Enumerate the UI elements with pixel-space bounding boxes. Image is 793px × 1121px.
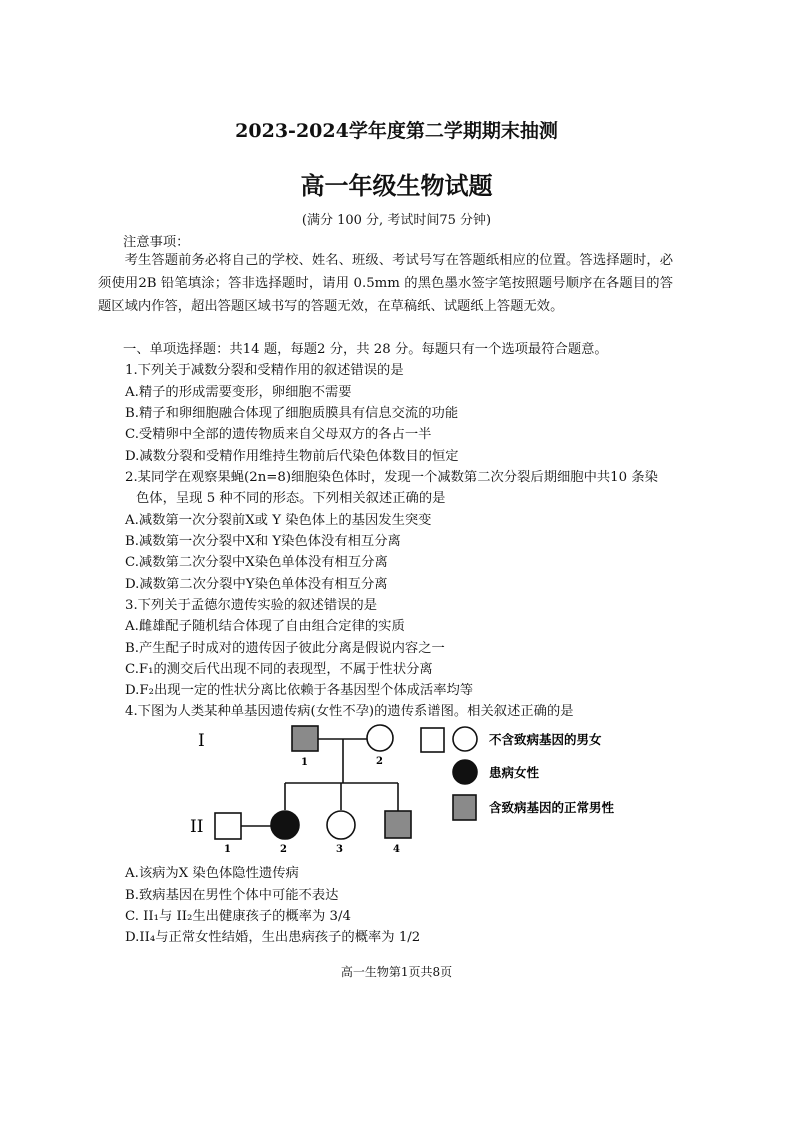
question-3-option-a: A.雌雄配子随机结合体现了自由组合定律的实质 bbox=[125, 619, 405, 634]
pedigree-ii4-carrier-male bbox=[385, 811, 411, 838]
question-2-stem-line2: 色体，呈现 5 种不同的形态。下列相关叙述正确的是 bbox=[136, 491, 446, 506]
question-4-stem: 4.下图为人类某种单基因遗传病(女性不孕)的遗传系谱图。相关叙述正确的是 bbox=[125, 704, 574, 719]
question-2-option-c: C.减数第二次分裂中X染色单体没有相互分离 bbox=[125, 555, 388, 570]
question-1-option-a: A.精子的形成需要变形，卵细胞不需要 bbox=[125, 385, 352, 400]
exam-title-line1: 2023-2024学年度第二学期期末抽测 bbox=[235, 120, 558, 142]
legend-normal-male-symbol bbox=[421, 728, 444, 752]
question-1-option-c: C.受精卵中全部的遗传物质来自父母双方的各占一半 bbox=[125, 427, 432, 442]
page-footer: 高一生物第1页共8页 bbox=[340, 965, 453, 979]
section-heading: 一、单项选择题：共14 题，每题2 分，共 28 分。每题只有一个选项最符合题意。 bbox=[123, 342, 608, 357]
pedigree-i1-carrier-male bbox=[292, 726, 318, 751]
pedigree-ii3-normal-female bbox=[327, 811, 355, 839]
generation-label-ii: II bbox=[190, 817, 204, 837]
pedigree-ii1-normal-male bbox=[215, 813, 241, 839]
pedigree-number-ii2: 2 bbox=[280, 844, 287, 855]
legend-label-carrier-male: 含致病基因的正常男性 bbox=[489, 800, 615, 815]
question-3-option-c: C.F₁的测交后代出现不同的表现型，不属于性状分离 bbox=[125, 662, 433, 677]
pedigree-number-ii4: 4 bbox=[393, 844, 400, 855]
question-4-option-b: B.致病基因在男性个体中可能不表达 bbox=[125, 888, 339, 903]
pedigree-number-i1: 1 bbox=[301, 757, 308, 768]
notice-body: 考生答题前务必将自己的学校、姓名、班级、考试号写在答题纸相应的位置。答选择题时，必须使用2B 铅笔填涂；答非选择题时，请用 0.5mm 的黑色墨水签字笔按照题号顺序在各题目的答题区域内作答，超出答题区域书写的答题无效，在草稿纸、试题纸上答题无效。 bbox=[98, 253, 673, 314]
legend-affected-female-symbol bbox=[453, 760, 477, 784]
generation-label-i: I bbox=[198, 731, 205, 751]
question-3-option-b: B.产生配子时成对的遗传因子彼此分离是假说内容之一 bbox=[125, 641, 445, 656]
legend-normal-female-symbol bbox=[453, 727, 477, 751]
legend-carrier-male-symbol bbox=[453, 795, 476, 820]
question-3-option-d: D.F₂出现一定的性状分离比依赖于各基因型个体成活率均等 bbox=[125, 683, 474, 698]
question-1-option-d: D.减数分裂和受精作用维持生物前后代染色体数目的恒定 bbox=[125, 449, 459, 464]
question-4-option-d: D.II₄与正常女性结婚，生出患病孩子的概率为 1/2 bbox=[125, 930, 421, 945]
pedigree-number-i2: 2 bbox=[376, 756, 383, 767]
legend-label-affected-female: 患病女性 bbox=[489, 765, 540, 780]
question-3-stem: 3.下列关于孟德尔遗传实验的叙述错误的是 bbox=[125, 598, 378, 613]
exam-subtitle: (满分 100 分, 考试时间75 分钟) bbox=[301, 213, 492, 228]
pedigree-number-ii1: 1 bbox=[224, 844, 231, 855]
question-2-option-d: D.减数第二次分裂中Y染色单体没有相互分离 bbox=[125, 577, 388, 592]
question-1-stem: 1.下列关于减数分裂和受精作用的叙述错误的是 bbox=[125, 363, 404, 378]
pedigree-ii2-affected-female bbox=[271, 811, 299, 839]
question-2-option-a: A.减数第一次分裂前X或 Y 染色体上的基因发生突变 bbox=[125, 513, 432, 528]
pedigree-number-ii3: 3 bbox=[336, 844, 343, 855]
legend-label-normal: 不含致病基因的男女 bbox=[489, 732, 602, 747]
question-2-option-b: B.减数第一次分裂中X和 Y染色体没有相互分离 bbox=[125, 534, 401, 549]
question-1-option-b: B.精子和卵细胞融合体现了细胞质膜具有信息交流的功能 bbox=[125, 406, 459, 421]
question-2-stem-line1: 2.某同学在观察果蝇(2n=8)细胞染色体时，发现一个减数第二次分裂后期细胞中共10 条染 bbox=[125, 470, 658, 485]
notice-heading: 注意事项： bbox=[123, 235, 190, 250]
question-4-option-c: C. II₁与 II₂生出健康孩子的概率为 3/4 bbox=[125, 909, 351, 924]
pedigree-i2-normal-female bbox=[367, 725, 393, 751]
exam-title: 高一年级生物试题 bbox=[300, 171, 493, 200]
question-4-option-a: A.该病为X 染色体隐性遗传病 bbox=[125, 866, 299, 881]
